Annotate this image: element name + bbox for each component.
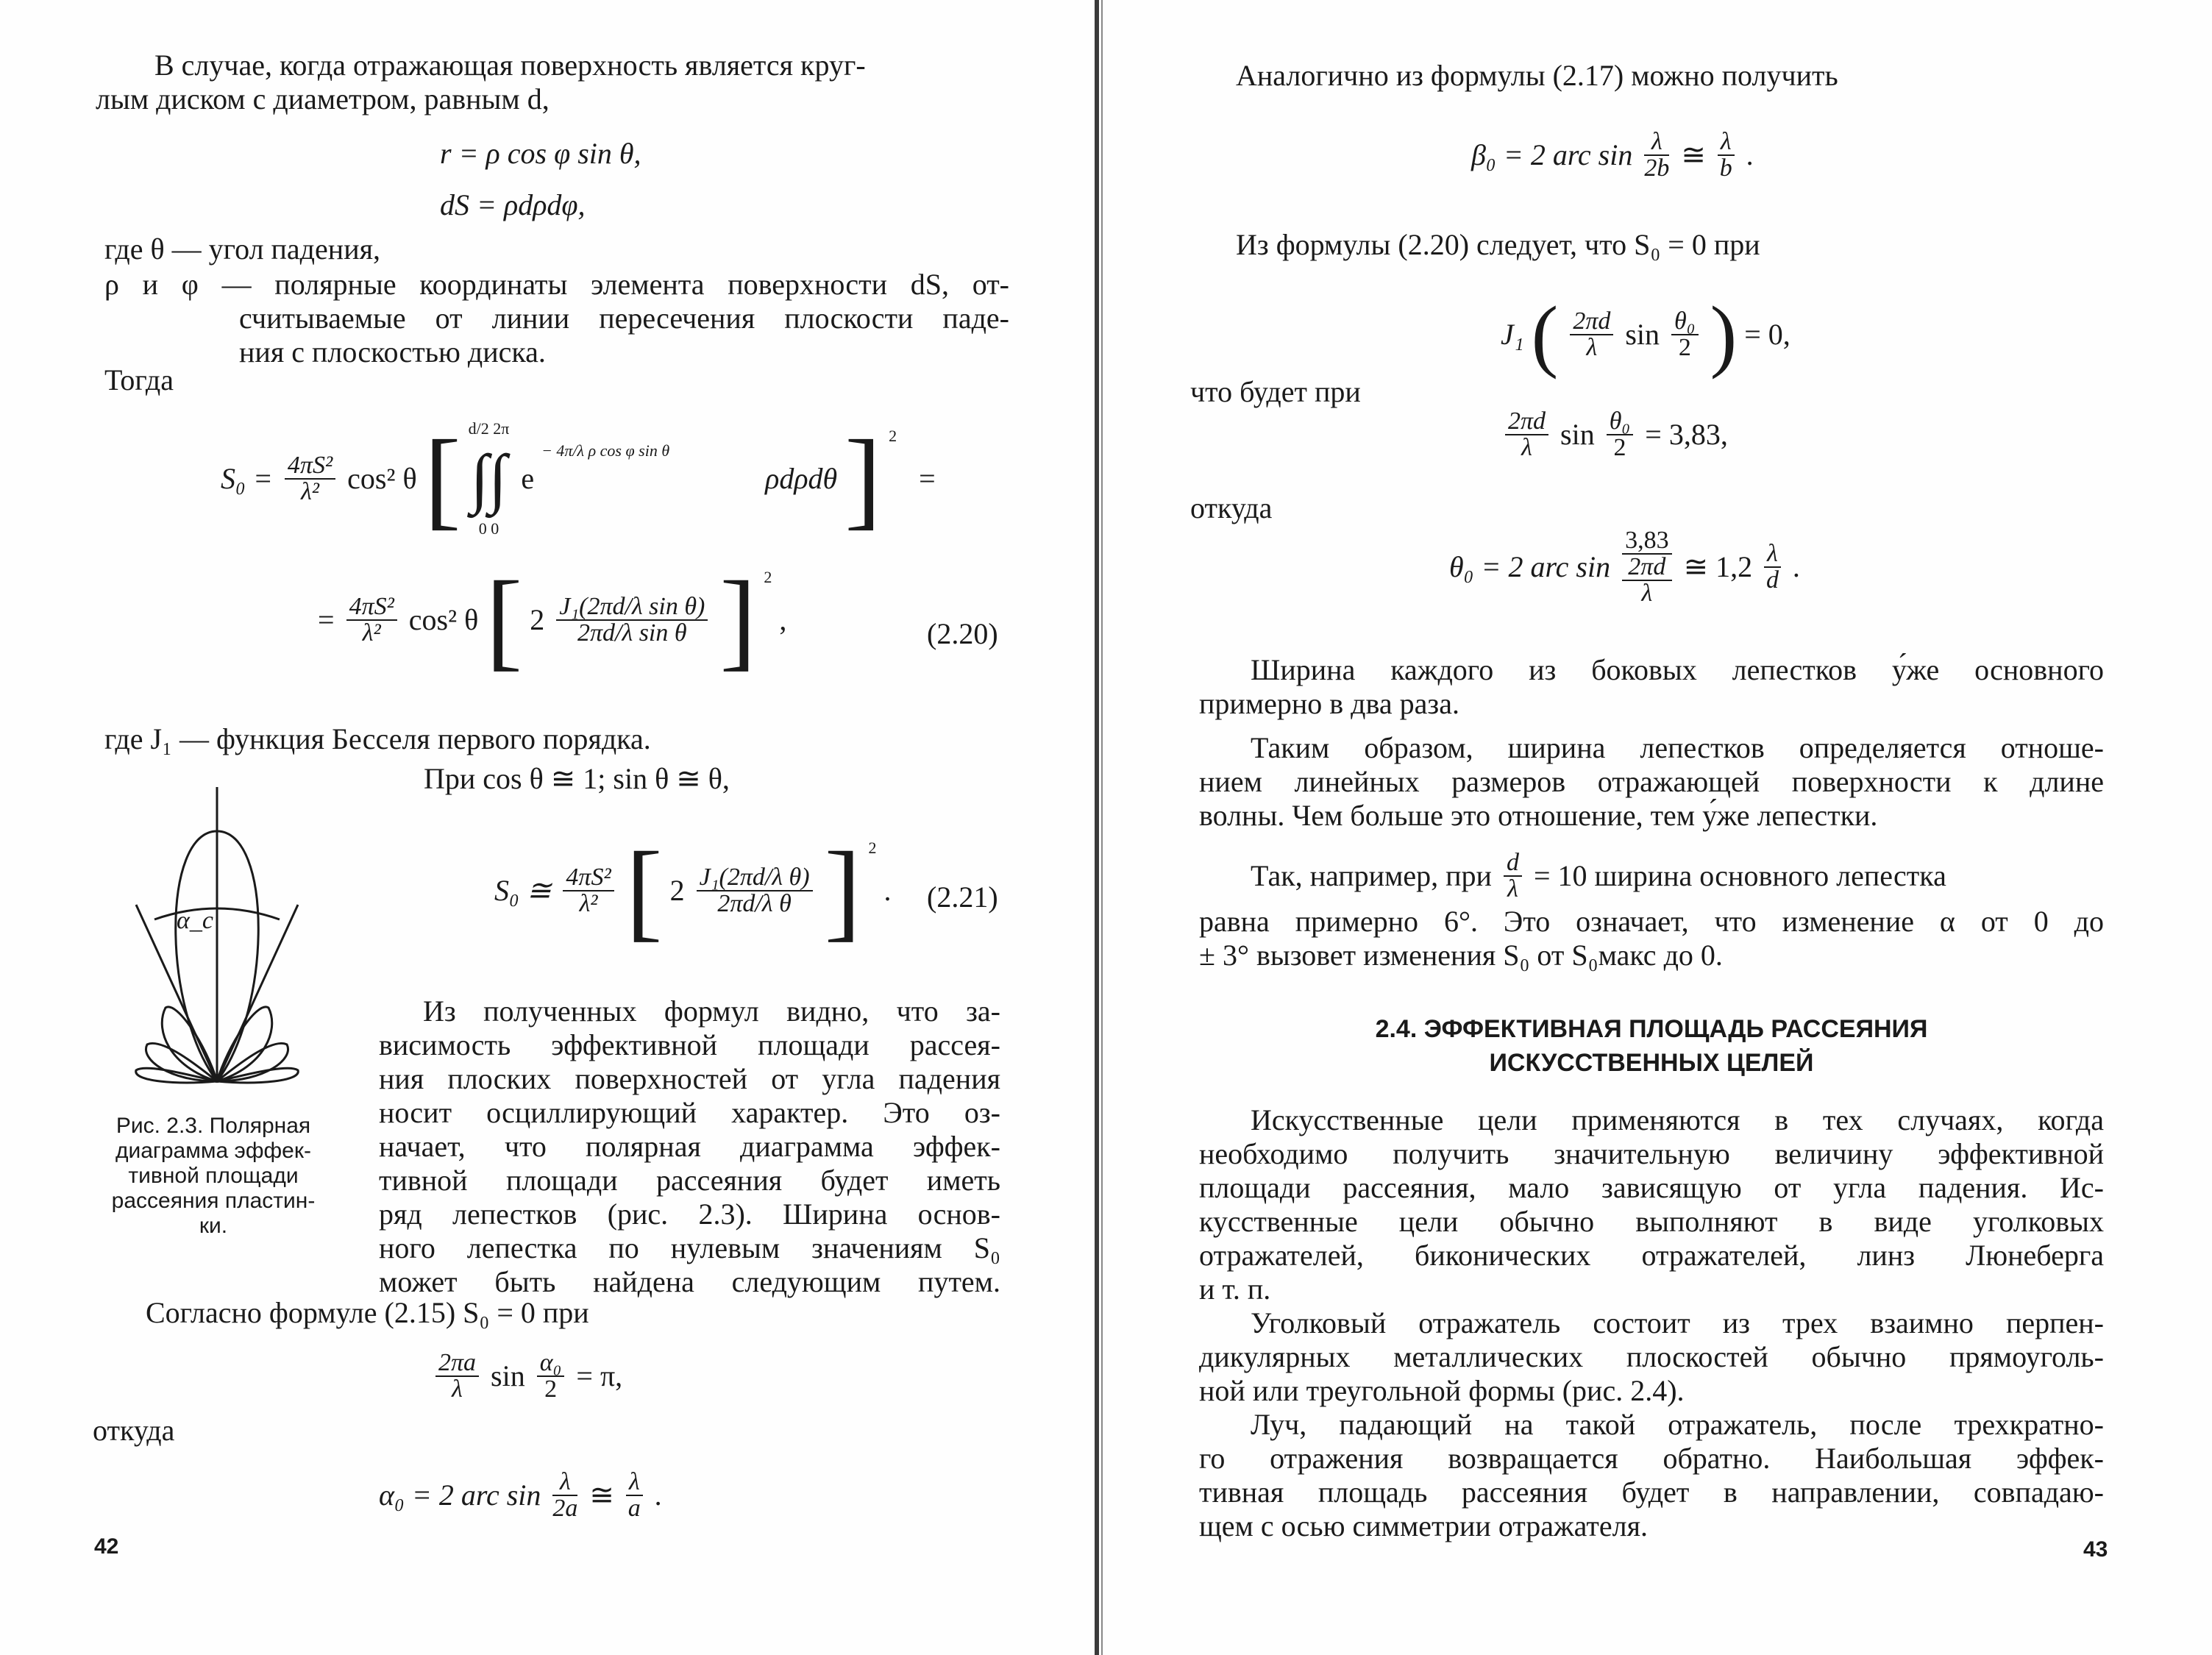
book-spine [1095,0,1099,1655]
eq-theta-lhs: θ₀ = 2 arc sin [1449,550,1611,583]
eq-alpha-frac-2 [626,1470,643,1521]
eq-s0-equals: = [919,462,936,495]
eq-221-fraction [697,865,813,917]
example-frac-num: d [1504,850,1522,877]
eq-theta-den-top: 2πd [1622,555,1672,581]
where-rho-phi: ρ и φ — полярные координаты элемента поверхности dS, от- [104,268,1009,301]
paragraph-line: и т. п. [1199,1273,1271,1306]
eq-221-right-bracket: ] [824,829,861,952]
beam-reflection-paragraph [1199,1408,2104,1543]
eq-221-coef [563,865,614,917]
example-continuation [1199,905,2104,972]
eq-383-den: λ [1521,434,1532,461]
paragraph-line: висимость эффективной площади рассея- [379,1028,1000,1061]
paragraph-line: Уголковый отражатель состоит из трех взаимно перпен- [1251,1306,2104,1339]
eq-220-power: 2 [764,568,772,586]
equation-j1 [1501,290,1790,380]
eq-pi-num: 2πa [435,1350,479,1377]
eq-220-coef-den: λ² [362,619,381,647]
eq-beta-frac-2 [1718,129,1735,181]
eq-pi-fraction [435,1350,479,1402]
equation-2-21 [494,831,892,956]
eq-beta-tail: . [1746,138,1754,171]
paragraph-line: может быть найдена следующим путем. [379,1265,1000,1298]
paragraph-line: Луч, падающий на такой отражатель, после трехкратно- [1251,1408,2104,1441]
equation-383 [1501,409,1728,460]
paragraph-line: тивной площади рассеяния будет иметь [379,1164,1000,1197]
eq-j1-frac [1570,309,1613,360]
eq-pi-arg [537,1350,565,1402]
eq-s0-lhs: S₀ = [221,462,273,495]
eq-theta-frac-2 [1764,541,1781,593]
eq-s0-coef-num: 4πS² [285,453,335,480]
figure-caption [88,1114,338,1239]
whence-right: откуда [1190,491,1273,524]
eq-s0-limit-lower: 0 0 [478,519,499,538]
eq-220-num: J₁(2πd/λ sin θ) [556,594,708,621]
eq-221-lhs: S₀ ≅ [494,873,552,907]
eq-s0-coef-den: λ² [301,478,319,505]
eq-theta-den-bot: λ [1641,580,1653,607]
eq-j1-num: 2πd [1570,309,1613,335]
eq-220-coef-num: 4πS² [346,594,397,621]
eq-alpha-frac-1 [552,1470,577,1521]
eq-221-power: 2 [868,839,877,857]
eq-220-coef [346,594,397,646]
paragraph-line: ного лепестка по нулевым значениям S₀ [379,1231,1000,1264]
eq-j1-right-paren: ) [1710,290,1738,380]
paragraph-line: равна примерно 6°. Это означает, что изменение α от 0 до [1199,905,2104,938]
eq-220-cos: cos² θ [408,602,479,636]
eq-beta-num: λ [1644,129,1669,156]
eq-alpha-tail: . [654,1478,662,1512]
eq-alpha-num-2: λ [626,1470,643,1496]
eq-pi-den: λ [452,1375,463,1403]
eq-alpha-num: λ [552,1470,577,1496]
eq-j1-arg-den: 2 [1678,334,1691,361]
eq-j1-arg [1671,309,1699,360]
eq-220-den: 2πd/λ sin θ [577,619,687,647]
eq-s0-exp-power: − 4π/λ ρ cos φ sin θ [541,441,670,460]
where-line-4: ния с плоскостью диска. [239,335,546,369]
eq-220-right-bracket: ] [719,558,757,681]
paragraph-line: ряд лепестков (рис. 2.3). Ширина основ- [379,1197,1000,1231]
eq-alpha-lhs: α₀ = 2 arc sin [379,1478,541,1512]
eq-pi-sin: sin [491,1359,525,1392]
eq-j1-arg-num: θ₀ [1671,309,1699,335]
example-suffix: = 10 ширина основного лепестка [1533,859,1946,892]
caption-line: Рис. 2.3. Полярная [115,1114,311,1138]
eq-220-fraction [556,594,708,646]
intro-line-2: лым диском с диаметром, равным d, [96,82,550,115]
eq-j1-den: λ [1586,334,1598,361]
caption-line: диаграмма эффек- [115,1139,311,1163]
eq-s0-integral-sign: ∫∫ [470,442,508,515]
paragraph-line: Искусственные цели применяются в тех случаях, когда [1251,1103,2104,1136]
caption-line: тивной площади [128,1164,299,1188]
eq-s0-rest: ρdρdθ [765,462,838,495]
eq-theta-frac-1 [1622,528,1672,606]
paragraph-line: носит осциллирующий характер. Это оз- [379,1096,1000,1129]
example-fraction [1504,850,1522,902]
eq-220-two: 2 [530,602,545,636]
paragraph-line: волны. Чем больше это отношение, тем у́же лепестки. [1199,799,1878,832]
where-theta: где θ — угол падения, [104,232,380,266]
eq-j1-sin: sin [1625,318,1660,351]
eq-221-coef-num: 4πS² [563,865,614,891]
paragraph-line: го отражения возвращается обратно. Наибольшая эффек- [1199,1442,2104,1475]
paragraph-line: Из полученных формул видно, что за- [423,994,1000,1028]
paragraph-line: Ширина каждого из боковых лепестков у́же основного [1251,653,2104,686]
eq-beta-lhs: β₀ = 2 arc sin [1471,138,1633,171]
equation-alpha [379,1470,662,1521]
example-line-1 [1251,850,2104,902]
paragraph-line: ния плоских поверхностей от угла падения [379,1062,1000,1095]
heading-line-2: ИСКУССТВЕННЫХ ЦЕЛЕЙ [1489,1049,1814,1077]
paragraph-line: примерно в два раза. [1199,687,1459,720]
eq-j1-rhs: = 0, [1744,318,1790,351]
eq-theta-mid: ≅ 1,2 [1683,550,1753,583]
eq-theta-num-2: λ [1764,541,1781,568]
paragraph-line: нием линейных размеров отражающей поверхности к длине [1199,765,2104,798]
eq-theta-num: 3,83 [1622,528,1672,555]
width-ratio-paragraph [1199,731,2104,833]
polar-diagram-figure [125,787,316,1089]
artificial-targets-paragraph [1199,1103,2104,1306]
similarly-line: Аналогично из формулы (2.17) можно получить [1236,59,1838,92]
eq-pi-arg-num: α₀ [537,1350,565,1377]
paragraph-line: тивная площадь рассеяния будет в направлении, совпадаю- [1199,1476,2104,1509]
approximation-line: При cos θ ≅ 1; sin θ ≅ θ, [424,762,730,795]
eq-j1-left-paren: ( [1531,290,1559,380]
oscillation-paragraph [379,994,1000,1299]
eq-383-num: 2πd [1505,409,1548,435]
eq-beta-den-2: b [1719,154,1732,182]
eq-beta-num-2: λ [1718,129,1735,156]
figure-alpha-label: α_c [177,907,213,934]
paragraph-line: дикулярных металлических плоскостей обычно прямоуголь- [1199,1340,2104,1373]
side-lobes-paragraph [1199,653,2104,721]
eq-383-sin: sin [1560,418,1595,451]
equation-theta [1449,528,1800,606]
paragraph-line: ± 3° вызовет изменения S₀ от S₀макс до 0. [1199,939,1723,972]
page-number-right: 43 [2083,1537,2108,1562]
eq-221-coef-den: λ² [579,889,598,917]
section-heading [1199,1012,2104,1080]
eq-221-two: 2 [669,873,685,907]
eq-383-rhs: = 3,83, [1645,418,1728,451]
eq-alpha-den-2: a [627,1495,641,1522]
bessel-line: где J₁ — функция Бесселя первого порядка. [104,722,651,755]
heading-line-1: 2.4. ЭФФЕКТИВНАЯ ПЛОЩАДЬ РАССЕЯНИЯ [1375,1015,1928,1043]
eq-221-den: 2πd/λ θ [717,889,792,917]
eq-beta-mid: ≅ [1681,138,1706,171]
eq-s0-power: 2 [889,427,897,446]
intro-line-1: В случае, когда отражающая поверхность является круг- [154,49,866,82]
eq-alpha-den: 2a [552,1495,578,1522]
eq-beta-den: 2b [1644,154,1670,182]
eq-theta-den-2: d [1765,566,1779,594]
equation-beta [1471,129,1754,181]
eq-383-arg-den: 2 [1613,434,1626,461]
eq-beta-frac-1 [1644,129,1669,181]
caption-line: рассеяния пластин- [111,1189,316,1213]
eq-s0-integrals [469,412,510,546]
eq-pi-rhs: = π, [576,1359,623,1392]
then-word: Тогда [104,363,174,396]
example-prefix: Так, например, при [1251,859,1492,892]
left-page [0,0,1098,1655]
paragraph-line: отражателей, биконических отражателей, линз Люнеберга [1199,1239,2104,1272]
paragraph-line: ной или треугольной формы (рис. 2.4). [1199,1374,1685,1407]
which-will-be: что будет при [1190,375,1361,408]
where-line-3: считываемые от линии пересечения плоскости паде- [239,302,1009,335]
eq-220-prefix: = [318,602,335,636]
eq-383-arg-num: θ₀ [1607,409,1634,435]
paragraph-line: щем с осью симметрии отражателя. [1199,1509,1648,1542]
eq-pi-arg-den: 2 [544,1375,558,1403]
book-spine-shadow [1101,0,1103,1655]
eq-220-tail: , [779,602,787,636]
equation-s0-integral [221,412,936,540]
according-line: Согласно формуле (2.15) S₀ = 0 при [146,1296,589,1329]
eq-s0-limit-upper: d/2 2π [468,419,510,438]
whence-left: откуда [93,1414,175,1447]
paragraph-line: начает, что полярная диаграмма эффек- [379,1130,1000,1163]
equation-number-2-20: (2.20) [927,617,998,650]
equation-2-20 [318,560,786,693]
page-number-left: 42 [94,1534,119,1559]
equation-number-2-21: (2.21) [927,880,998,914]
eq-alpha-mid: ≅ [589,1478,614,1512]
from-220-line: Из формулы (2.20) следует, что S₀ = 0 при [1236,228,1760,261]
equation-r: r = ρ cos φ sin θ, [440,137,641,170]
paragraph-line: кусственные цели обычно выполняют в виде уголковых [1199,1205,2104,1238]
eq-s0-cos: cos² θ [347,462,417,495]
caption-line: ки. [199,1214,228,1238]
right-page [1103,0,2212,1655]
eq-383-frac [1505,409,1548,460]
paragraph-line: площади рассеяния, мало зависящую от угла падения. Ис- [1199,1171,2104,1204]
eq-s0-exp: e [521,462,535,495]
eq-theta-tail: . [1792,550,1800,583]
paragraph-line: Таким образом, ширина лепестков определяется отноше- [1251,731,2104,764]
eq-s0-left-bracket: [ [424,418,461,540]
eq-383-arg [1607,409,1634,460]
example-frac-den: λ [1507,875,1518,903]
eq-220-left-bracket: [ [486,558,523,681]
paragraph-line: необходимо получить значительную величину эффективной [1199,1137,2104,1170]
eq-221-left-bracket: [ [625,829,663,952]
eq-221-tail: . [883,873,892,907]
eq-j1-lhs: J₁ [1501,318,1524,351]
eq-s0-coef [285,453,335,505]
eq-221-num: J₁(2πd/λ θ) [697,865,813,891]
equation-pi [431,1350,622,1402]
equation-ds: dS = ρdρdφ, [440,188,586,221]
eq-s0-right-bracket: ] [844,418,882,540]
corner-reflector-paragraph [1199,1306,2104,1408]
